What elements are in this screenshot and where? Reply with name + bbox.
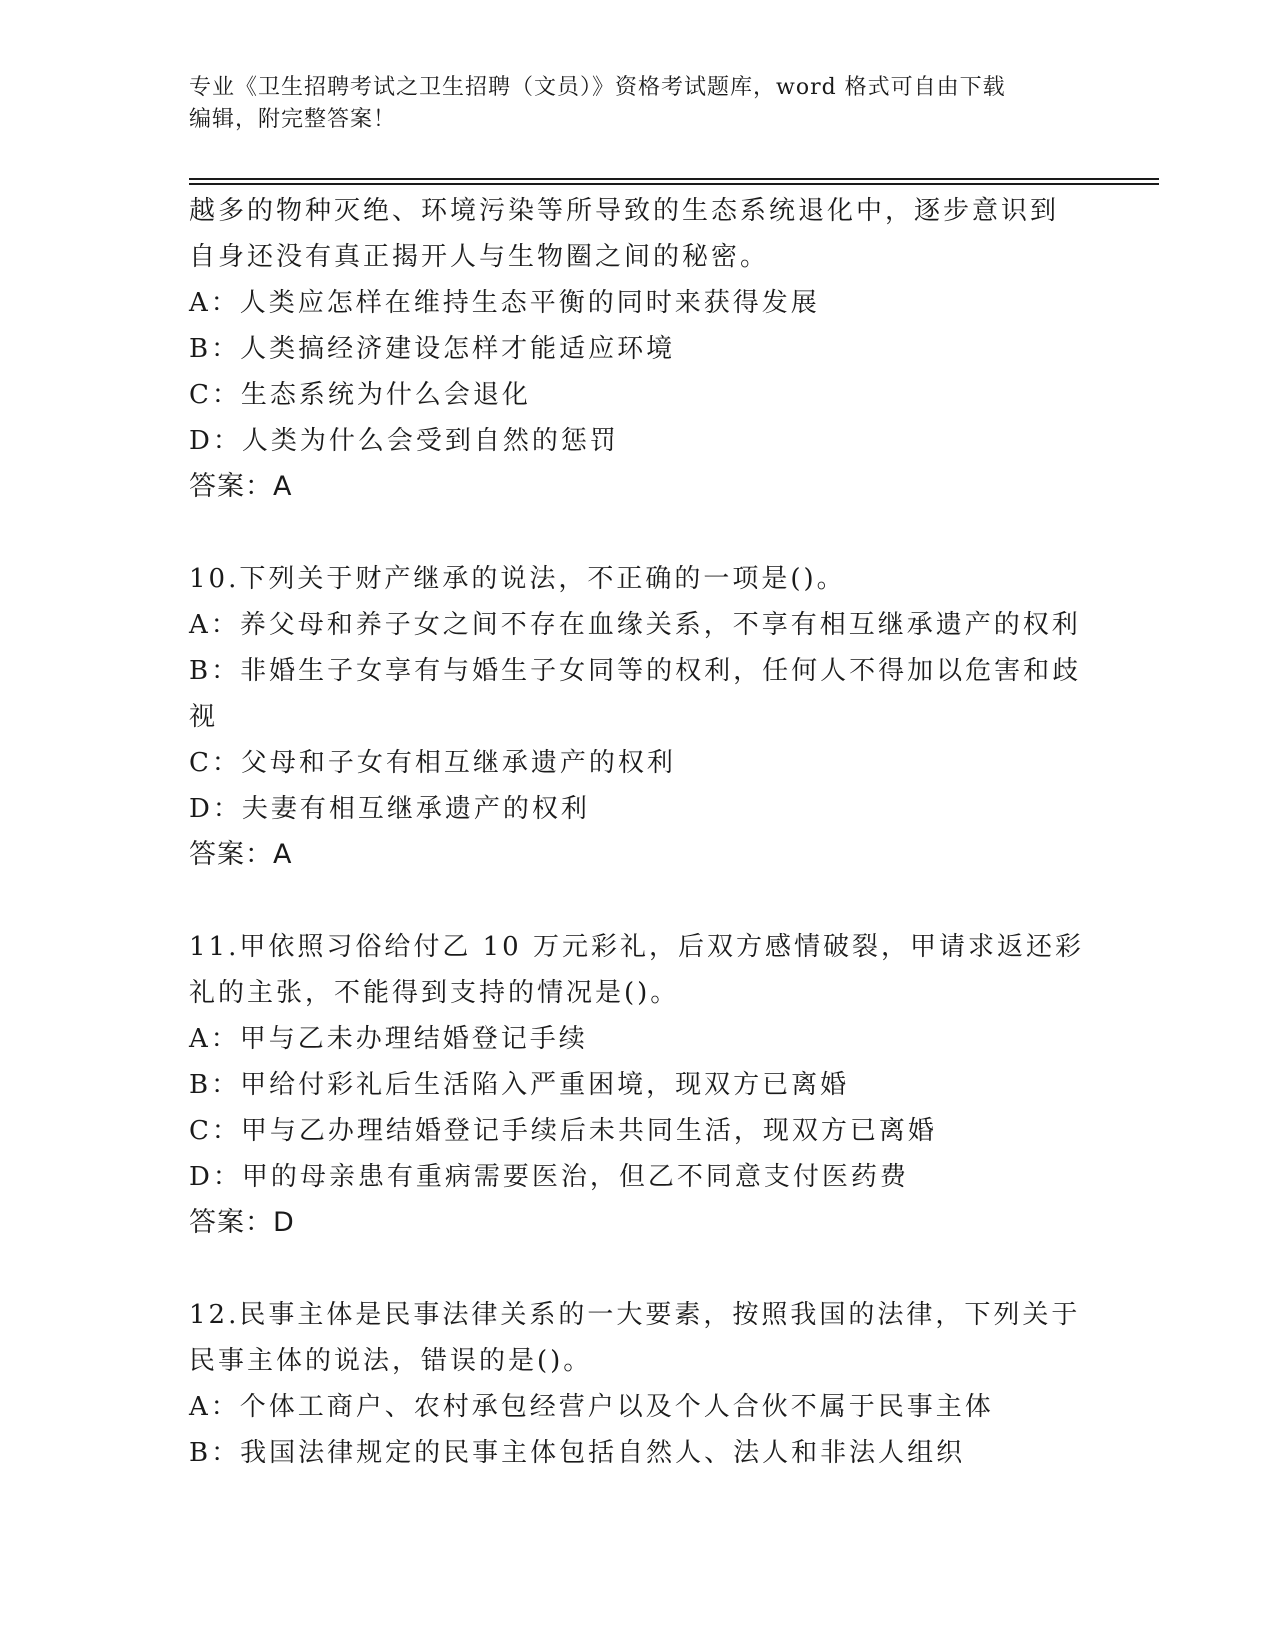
answer-line: 答案：D — [189, 1207, 295, 1238]
header-line-1: 专业《卫生招聘考试之卫生招聘（文员）》资格考试题库，word 格式可自由下载 — [189, 75, 1006, 100]
question-stem: 10.下列关于财产继承的说法，不正确的一项是()。 — [189, 564, 846, 594]
spacer — [189, 1246, 1089, 1292]
option-b: B：甲给付彩礼后生活陷入严重困境，现双方已离婚 — [189, 1070, 850, 1100]
question-12 — [189, 1292, 1089, 1476]
option-c: C：生态系统为什么会退化 — [189, 380, 531, 410]
header-line-2: 编辑，附完整答案！ — [189, 107, 397, 132]
option-d: D：甲的母亲患有重病需要医治，但乙不同意支付医药费 — [189, 1162, 909, 1192]
question-stem-continued: 越多的物种灭绝、环境污染等所导致的生态系统退化中，逐步意识到 — [189, 196, 1060, 226]
answer-line: 答案：A — [189, 839, 293, 870]
option-c: C：父母和子女有相互继承遗产的权利 — [189, 748, 676, 778]
option-b-continued: 视 — [189, 702, 219, 732]
document-header — [189, 72, 1069, 136]
header-rule-bottom — [189, 183, 1159, 185]
option-b: B：非婚生子女享有与婚生子女同等的权利，任何人不得加以危害和歧 — [189, 656, 1082, 686]
header-rule-top — [189, 178, 1159, 180]
question-11 — [189, 924, 1089, 1246]
question-stem: 12.民事主体是民事法律关系的一大要素，按照我国的法律，下列关于 — [189, 1300, 1081, 1330]
question-stem: 11.甲依照习俗给付乙 10 万元彩礼，后双方感情破裂，甲请求返还彩 — [189, 932, 1084, 962]
option-a: A：甲与乙未办理结婚登记手续 — [189, 1024, 588, 1054]
spacer — [189, 878, 1089, 924]
option-a: A：养父母和养子女之间不存在血缘关系，不享有相互继承遗产的权利 — [189, 610, 1081, 640]
question-9 — [189, 188, 1089, 510]
document-body — [189, 188, 1089, 1476]
question-10 — [189, 556, 1089, 878]
question-stem-continued: 自身还没有真正揭开人与生物圈之间的秘密。 — [189, 242, 770, 272]
question-stem-continued: 礼的主张，不能得到支持的情况是()。 — [189, 978, 680, 1008]
answer-line: 答案：A — [189, 471, 293, 502]
spacer — [189, 510, 1089, 556]
option-d: D：人类为什么会受到自然的惩罚 — [189, 426, 619, 456]
question-stem-continued: 民事主体的说法，错误的是()。 — [189, 1346, 593, 1376]
option-b: B：人类搞经济建设怎样才能适应环境 — [189, 334, 676, 364]
option-a: A：个体工商户、农村承包经营户以及个人合伙不属于民事主体 — [189, 1392, 994, 1422]
option-a: A：人类应怎样在维持生态平衡的同时来获得发展 — [189, 288, 820, 318]
option-d: D：夫妻有相互继承遗产的权利 — [189, 794, 590, 824]
option-b: B：我国法律规定的民事主体包括自然人、法人和非法人组织 — [189, 1438, 966, 1468]
option-c: C：甲与乙办理结婚登记手续后未共同生活，现双方已离婚 — [189, 1116, 937, 1146]
